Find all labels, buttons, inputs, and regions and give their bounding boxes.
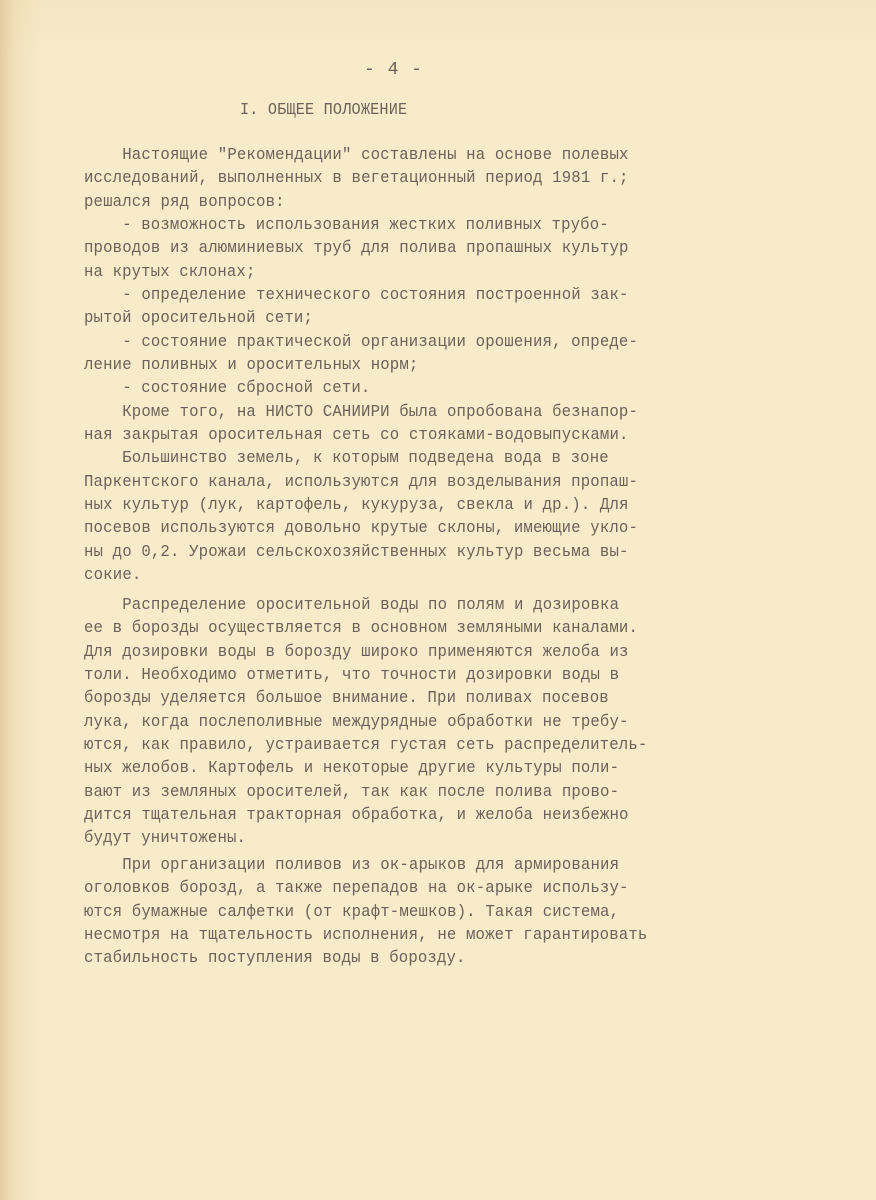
text-line: - возможность использования жестких поливных трубо- — [84, 216, 609, 234]
text-line: ее в борозды осуществляется в основном земляными каналами. — [84, 619, 639, 638]
text-line: рытой оросительной сети; — [84, 309, 313, 328]
text-line: ная закрытая оросительная сеть со стояками-водовыпусками. — [84, 426, 629, 444]
section-title: I. ОБЩЕЕ ПОЛОЖЕНИЕ — [240, 100, 408, 119]
text-line: лука, когда послеполивные междурядные обработки не требу- — [84, 712, 629, 731]
text-line: - состояние практической организации орошения, опреде- — [84, 332, 639, 351]
text-line: Паркентского канала, используются для возделывания пропаш- — [84, 472, 639, 491]
text-line: посевов используются довольно крутые склоны, имеющие укло- — [84, 519, 639, 538]
text-line: Кроме того, на НИСТО САНИИРИ была опробована безнапор- — [84, 402, 639, 421]
text-line: оголовков борозд, а также перепадов на ок-арыке использу- — [84, 879, 629, 898]
text-line: сокие. — [84, 566, 142, 584]
text-line: ных желобов. Картофель и некоторые другие культуры поли- — [84, 759, 620, 778]
text-line: При организации поливов из ок-арыков для армирования — [84, 856, 620, 874]
text-line: ны до 0,2. Урожаи сельскохозяйственных культур весьма вы- — [84, 542, 629, 561]
text-line: ются бумажные салфетки (от крафт-мешков). Такая система, — [84, 902, 620, 921]
text-line: проводов из алюминиевых труб для полива пропашных культур — [84, 239, 629, 258]
text-line: будут уничтожены. — [84, 829, 247, 848]
text-line: Настоящие "Рекомендации" составлены на основе полевых — [84, 146, 629, 164]
text-line: несмотря на тщательность исполнения, не может гарантировать — [84, 926, 648, 944]
text-line: - определение технического состояния построенной зак- — [84, 286, 629, 304]
text-line: Большинство земель, к которым подведена вода в зоне — [84, 449, 609, 468]
text-line: ных культур (лук, картофель, кукуруза, свекла и др.). Для — [84, 496, 629, 514]
text-line: ются, как правило, устраивается густая сеть распределитель- — [84, 736, 648, 754]
text-line: ление поливных и оросительных норм; — [84, 356, 419, 374]
text-line: вают из земляных оросителей, так как после полива прово- — [84, 782, 620, 801]
text-line: на крутых склонах; — [84, 262, 256, 281]
text-line: решался ряд вопросов: — [84, 192, 285, 211]
text-line: Для дозировки воды в борозду широко применяются желоба из — [84, 642, 629, 661]
text-line: толи. Необходимо отметить, что точности дозировки воды в — [84, 666, 620, 684]
text-line: - состояние сбросной сети. — [84, 379, 371, 398]
text-line: исследований, выполненных в вегетационный период 1981 г.; — [84, 169, 629, 188]
text-line: стабильность поступления воды в борозду. — [84, 949, 466, 968]
text-line: Распределение оросительной воды по полям и дозировка — [84, 596, 620, 614]
page-number: - 4 - — [364, 60, 424, 80]
text-line: борозды уделяется большое внимание. При поливах посевов — [84, 689, 609, 708]
text-line: дится тщательная тракторная обработка, и желоба неизбежно — [84, 806, 629, 824]
